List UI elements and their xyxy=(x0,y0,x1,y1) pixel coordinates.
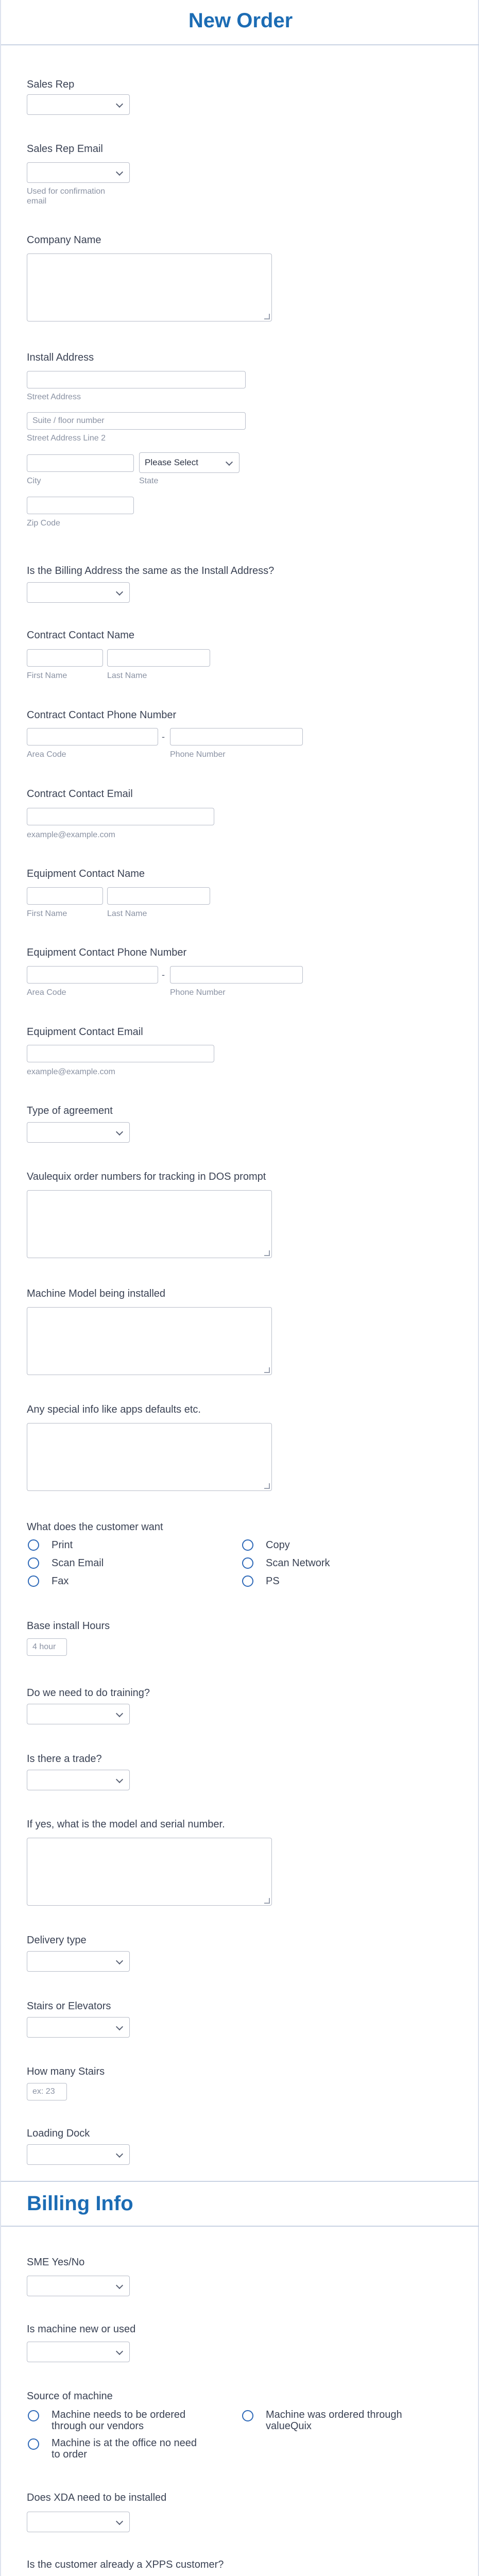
customer-want-label: What does the customer want xyxy=(27,1521,163,1533)
sales-rep-select[interactable] xyxy=(27,94,130,115)
new-or-used-select[interactable] xyxy=(27,2342,130,2362)
equipment-last-name-sublabel: Last Name xyxy=(107,909,147,918)
equipment-first-name-sublabel: First Name xyxy=(27,909,67,918)
equipment-phone-number-sublabel: Phone Number xyxy=(170,988,226,997)
header-divider xyxy=(1,44,479,45)
billing-same-label: Is the Billing Address the same as the Install Address? xyxy=(27,565,275,577)
city-sublabel: City xyxy=(27,477,41,485)
zip-code-sublabel: Zip Code xyxy=(27,519,60,528)
base-install-hours-placeholder: 4 hour xyxy=(32,1642,56,1651)
option-ps-label: PS xyxy=(266,1575,280,1587)
contract-first-name-input[interactable] xyxy=(27,649,103,667)
xda-select[interactable] xyxy=(27,2512,130,2532)
special-info-label: Any special info like apps defaults etc. xyxy=(27,1404,201,1415)
how-many-stairs-label: How many Stairs xyxy=(27,2066,105,2077)
sme-label: SME Yes/No xyxy=(27,2257,85,2268)
source-valuequix-label: Machine was ordered through valueQuix xyxy=(266,2409,402,2432)
street-address-line2-input[interactable] xyxy=(27,412,246,430)
type-of-agreement-label: Type of agreement xyxy=(27,1105,113,1116)
source-office-label: Machine is at the office no need to order xyxy=(52,2437,197,2460)
sales-rep-email-label: Sales Rep Email xyxy=(27,143,103,155)
source-vendors-label: Machine needs to be ordered through our vendors xyxy=(52,2409,186,2432)
equipment-email-sublabel: example@example.com xyxy=(27,1067,115,1076)
source-valuequix-radio[interactable] xyxy=(242,2410,253,2421)
contract-email-input[interactable] xyxy=(27,808,214,825)
type-of-agreement-select[interactable] xyxy=(27,1122,130,1143)
contract-contact-email-label: Contract Contact Email xyxy=(27,788,133,800)
new-or-used-label: Is machine new or used xyxy=(27,2324,136,2335)
base-install-hours-label: Base install Hours xyxy=(27,1620,110,1632)
trade-select[interactable] xyxy=(27,1770,130,1790)
training-select[interactable] xyxy=(27,1704,130,1724)
vaulequix-textarea[interactable] xyxy=(27,1190,272,1258)
trade-model-label: If yes, what is the model and serial number. xyxy=(27,1819,225,1830)
delivery-type-label: Delivery type xyxy=(27,1935,87,1946)
state-select-value: Please Select xyxy=(145,457,198,467)
equipment-area-code-sublabel: Area Code xyxy=(27,988,66,997)
street-address-sublabel: Street Address xyxy=(27,393,81,401)
special-info-textarea[interactable] xyxy=(27,1423,272,1491)
equipment-first-name-input[interactable] xyxy=(27,887,103,905)
option-copy-label: Copy xyxy=(266,1539,290,1551)
machine-model-textarea[interactable] xyxy=(27,1307,272,1375)
xda-label: Does XDA need to be installed xyxy=(27,2492,167,2503)
option-copy-radio[interactable] xyxy=(242,1539,253,1551)
zip-code-input[interactable] xyxy=(27,497,134,514)
city-input[interactable] xyxy=(27,454,134,472)
company-name-label: Company Name xyxy=(27,234,101,246)
source-vendors-radio[interactable] xyxy=(28,2410,39,2421)
billing-bottom-divider xyxy=(1,2226,479,2227)
sales-rep-email-select[interactable] xyxy=(27,162,130,183)
contract-contact-phone-label: Contract Contact Phone Number xyxy=(27,709,177,721)
equipment-contact-name-label: Equipment Contact Name xyxy=(27,868,145,879)
contract-email-sublabel: example@example.com xyxy=(27,831,115,839)
install-address-label: Install Address xyxy=(27,352,94,363)
how-many-stairs-input[interactable] xyxy=(27,2083,67,2100)
equipment-contact-email-label: Equipment Contact Email xyxy=(27,1026,143,1038)
xpps-customer-label: Is the customer already a XPPS customer? xyxy=(27,2559,224,2570)
contract-phone-number-sublabel: Phone Number xyxy=(170,750,226,759)
street-address-input[interactable] xyxy=(27,371,246,388)
option-ps-radio[interactable] xyxy=(242,1575,253,1587)
trade-model-textarea[interactable] xyxy=(27,1838,272,1906)
option-scan-email-radio[interactable] xyxy=(28,1557,39,1569)
option-fax-label: Fax xyxy=(52,1575,69,1587)
company-name-textarea[interactable] xyxy=(27,253,272,321)
base-install-hours-input[interactable] xyxy=(27,1638,67,1656)
billing-same-select[interactable] xyxy=(27,582,130,603)
source-of-machine-label: Source of machine xyxy=(27,2391,113,2402)
equipment-last-name-input[interactable] xyxy=(107,887,210,905)
sme-select[interactable] xyxy=(27,2276,130,2296)
equipment-phone-dash: - xyxy=(162,970,165,980)
sales-rep-label: Sales Rep xyxy=(27,79,75,90)
contract-area-code-sublabel: Area Code xyxy=(27,750,66,759)
contract-last-name-sublabel: Last Name xyxy=(107,671,147,680)
equipment-contact-phone-label: Equipment Contact Phone Number xyxy=(27,947,187,958)
stairs-elevators-select[interactable] xyxy=(27,2017,130,2038)
option-print-label: Print xyxy=(52,1539,73,1551)
option-scan-email-label: Scan Email xyxy=(52,1557,104,1569)
street-address-line2-sublabel: Street Address Line 2 xyxy=(27,434,106,443)
billing-info-title: Billing Info xyxy=(27,2192,133,2215)
machine-model-label: Machine Model being installed xyxy=(27,1288,166,1299)
vaulequix-label: Vaulequix order numbers for tracking in DOS prompt xyxy=(27,1171,266,1182)
option-fax-radio[interactable] xyxy=(28,1575,39,1587)
stairs-elevators-label: Stairs or Elevators xyxy=(27,2001,111,2012)
contract-contact-name-label: Contract Contact Name xyxy=(27,630,134,641)
delivery-type-select[interactable] xyxy=(27,1951,130,1972)
option-print-radio[interactable] xyxy=(28,1539,39,1551)
loading-dock-label: Loading Dock xyxy=(27,2128,90,2139)
form-title: New Order xyxy=(188,9,293,32)
trade-label: Is there a trade? xyxy=(27,1753,102,1765)
equipment-email-input[interactable] xyxy=(27,1045,214,1062)
sales-rep-email-sublabel: Used for confirmation email xyxy=(27,187,106,206)
source-office-radio[interactable] xyxy=(28,2438,39,2450)
how-many-stairs-placeholder: ex: 23 xyxy=(32,2087,55,2096)
equipment-phone-number-input[interactable] xyxy=(170,966,303,984)
equipment-area-code-input[interactable] xyxy=(27,966,158,984)
contract-phone-number-input[interactable] xyxy=(170,728,303,745)
option-scan-network-label: Scan Network xyxy=(266,1557,330,1569)
training-label: Do we need to do training? xyxy=(27,1687,150,1699)
loading-dock-select[interactable] xyxy=(27,2144,130,2165)
billing-top-divider xyxy=(1,2181,479,2182)
contract-last-name-input[interactable] xyxy=(107,649,210,667)
contract-area-code-input[interactable] xyxy=(27,728,158,745)
state-sublabel: State xyxy=(139,477,159,485)
state-select[interactable] xyxy=(139,452,239,473)
contract-phone-dash: - xyxy=(162,732,165,742)
street-address-line2-placeholder: Suite / floor number xyxy=(32,416,105,425)
option-scan-network-radio[interactable] xyxy=(242,1557,253,1569)
contract-first-name-sublabel: First Name xyxy=(27,671,67,680)
